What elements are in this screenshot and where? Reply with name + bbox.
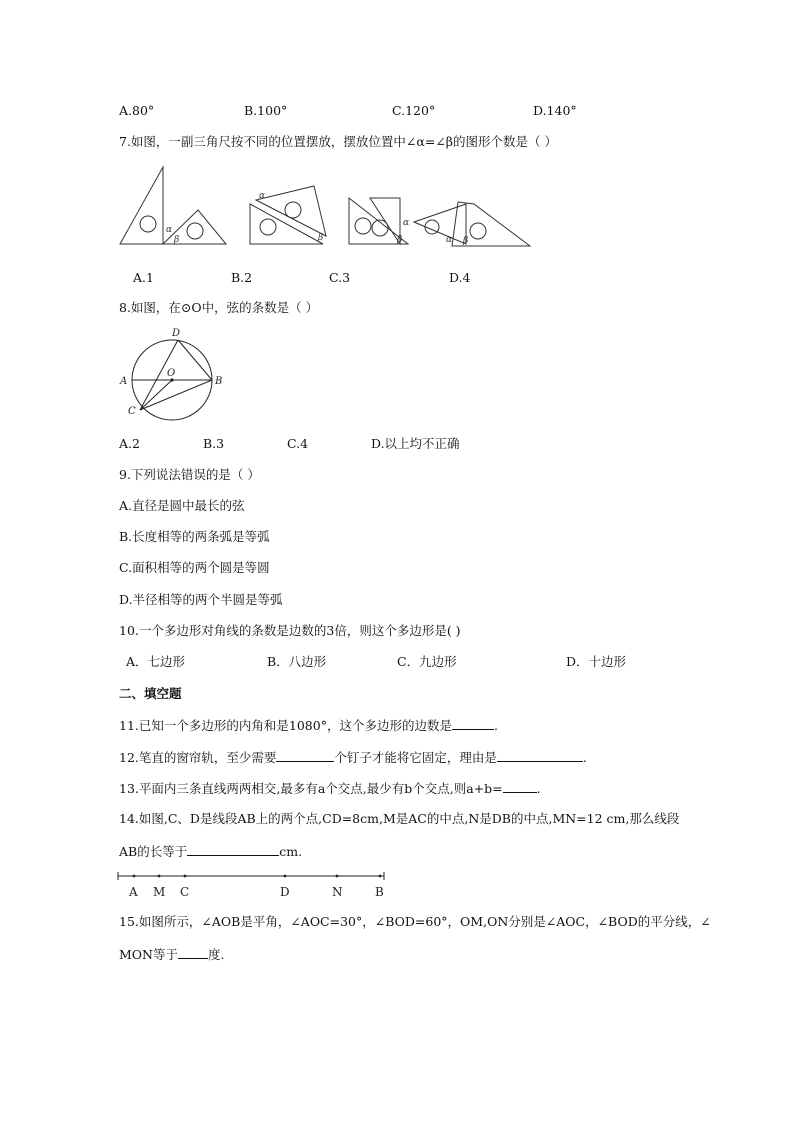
q7-fig1-alpha: α bbox=[166, 225, 173, 235]
q9-stem: 9.下列说法错误的是（ ） bbox=[119, 467, 260, 482]
q14-label-n: N bbox=[332, 885, 343, 899]
q7-fig2-alpha: α bbox=[259, 191, 266, 201]
q7-fig4-alpha: α bbox=[446, 235, 453, 245]
q6-option-c: C.120° bbox=[392, 103, 436, 118]
q6-option-a: A.80° bbox=[119, 103, 155, 118]
q15-end: 度. bbox=[208, 947, 225, 962]
q14-label-d: D bbox=[280, 885, 290, 899]
q9-option-d: D.半径相等的两个半圆是等弧 bbox=[119, 592, 283, 607]
q10-option-c: C．九边形 bbox=[397, 654, 457, 669]
q14-segment-figure bbox=[118, 868, 398, 904]
q15-answer-blank[interactable] bbox=[178, 946, 208, 959]
q7-fig3-alpha: α bbox=[403, 218, 410, 228]
q9-option-a: A.直径是圆中最长的弦 bbox=[119, 498, 245, 513]
q14-point-b bbox=[379, 875, 382, 878]
q14-end: cm. bbox=[279, 844, 303, 859]
q7-fig4-triangle-a bbox=[414, 204, 469, 246]
q10-stem: 10.一个多边形对角线的条数是边数的3倍，则这个多边形是( ) bbox=[119, 623, 461, 638]
q13-end: . bbox=[536, 781, 541, 796]
q7-option-d: D.4 bbox=[449, 270, 471, 285]
section-title-fill-in: 二、填空题 bbox=[119, 686, 182, 701]
q12-answer-blank-2[interactable] bbox=[497, 749, 583, 762]
q7-fig4-circle-b bbox=[470, 223, 486, 239]
q6-option-b: B.100° bbox=[244, 103, 288, 118]
q12 bbox=[119, 749, 587, 766]
q13-text: 13.平面内三条直线两两相交,最多有a个交点,最少有b个交点,则a+b= bbox=[119, 781, 503, 796]
q14-label-a: A bbox=[129, 885, 138, 899]
q14-label-c: C bbox=[180, 885, 190, 899]
q13 bbox=[119, 780, 541, 797]
q8-stem: 8.如图，在⊙O中，弦的条数是（ ） bbox=[119, 300, 319, 315]
q14-answer-blank[interactable] bbox=[187, 843, 279, 856]
q14-label-b: B bbox=[375, 885, 384, 899]
q14-text: AB的长等于 bbox=[119, 844, 188, 859]
q11-end: . bbox=[493, 718, 498, 733]
q7-fig2-beta: β bbox=[318, 233, 324, 243]
q8-radius-oc bbox=[140, 380, 172, 410]
q13-answer-blank[interactable] bbox=[503, 780, 537, 793]
q12-end: . bbox=[582, 750, 587, 765]
q8-label-d: D bbox=[172, 328, 181, 339]
q7-fig3-beta: β bbox=[397, 235, 403, 245]
q14-point-d bbox=[284, 875, 287, 878]
q8-option-c: C.4 bbox=[287, 436, 309, 451]
q7-fig1-triangle-a bbox=[120, 167, 163, 244]
q7-fig2-circle-a bbox=[260, 219, 276, 235]
q11-answer-blank[interactable] bbox=[452, 717, 494, 730]
q8-option-a: A.2 bbox=[119, 436, 140, 451]
q7-fig1-circle-b bbox=[187, 223, 203, 239]
q7-option-b: B.2 bbox=[231, 270, 253, 285]
q12-answer-blank-1[interactable] bbox=[276, 749, 334, 762]
q8-label-b: B bbox=[215, 376, 223, 387]
q8-chord-cb bbox=[140, 380, 212, 410]
q6-option-d: D.140° bbox=[533, 103, 577, 118]
q10-option-b: B．八边形 bbox=[267, 654, 327, 669]
q14-line2 bbox=[119, 843, 302, 860]
q8-option-b: B.3 bbox=[203, 436, 225, 451]
q7-fig2-triangle-b bbox=[256, 186, 326, 236]
q8-label-c: C bbox=[128, 406, 136, 417]
q12-text-mid: 个钉子才能将它固定，理由是 bbox=[334, 750, 497, 765]
q8-label-a: A bbox=[120, 376, 128, 387]
q15-text: MON等于 bbox=[119, 947, 178, 962]
q12-text: 12.笔直的窗帘轨，至少需要 bbox=[119, 750, 277, 765]
q14-label-m: M bbox=[153, 885, 166, 899]
q11 bbox=[119, 717, 498, 734]
q8-label-o: O bbox=[167, 368, 176, 379]
q15-line2 bbox=[119, 946, 224, 963]
q14-point-c bbox=[184, 875, 187, 878]
q14-line1: 14.如图,C、D是线段AB上的两个点,CD=8cm,M是AC的中点,N是DB的中点,MN=12 cm,那么线段 bbox=[119, 811, 680, 826]
q8-circle-figure bbox=[118, 322, 238, 422]
q7-figure bbox=[118, 164, 538, 254]
q7-stem: 7.如图，一副三角尺按不同的位置摆放，摆放位置中∠α=∠β的图形个数是（ ） bbox=[119, 134, 557, 149]
q9-option-b: B.长度相等的两条弧是等弧 bbox=[119, 529, 270, 544]
q14-point-n bbox=[336, 875, 339, 878]
q9-option-c: C.面积相等的两个圆是等圆 bbox=[119, 560, 270, 575]
q7-fig2-circle-b bbox=[285, 202, 301, 218]
q15-line1: 15.如图所示，∠AOB是平角，∠AOC=30°，∠BOD=60°，OM,ON分别是∠AOC，∠BOD的平分线，∠ bbox=[119, 914, 711, 929]
q10-option-d: D．十边形 bbox=[566, 654, 627, 669]
q7-fig4-beta: β bbox=[463, 236, 469, 246]
q7-fig3-circle-a bbox=[355, 218, 371, 234]
q7-option-a: A.1 bbox=[133, 270, 154, 285]
q14-point-m bbox=[158, 875, 161, 878]
q14-point-a bbox=[133, 875, 136, 878]
q8-option-d: D.以上均不正确 bbox=[371, 436, 460, 451]
q7-fig3-triangle-b bbox=[370, 198, 403, 245]
q7-fig1-circle-a bbox=[140, 216, 156, 232]
q7-option-c: C.3 bbox=[329, 270, 351, 285]
q11-text: 11.已知一个多边形的内角和是1080°，这个多边形的边数是 bbox=[119, 718, 452, 733]
q7-fig1-beta: β bbox=[174, 235, 180, 245]
q10-option-a: A．七边形 bbox=[126, 654, 186, 669]
